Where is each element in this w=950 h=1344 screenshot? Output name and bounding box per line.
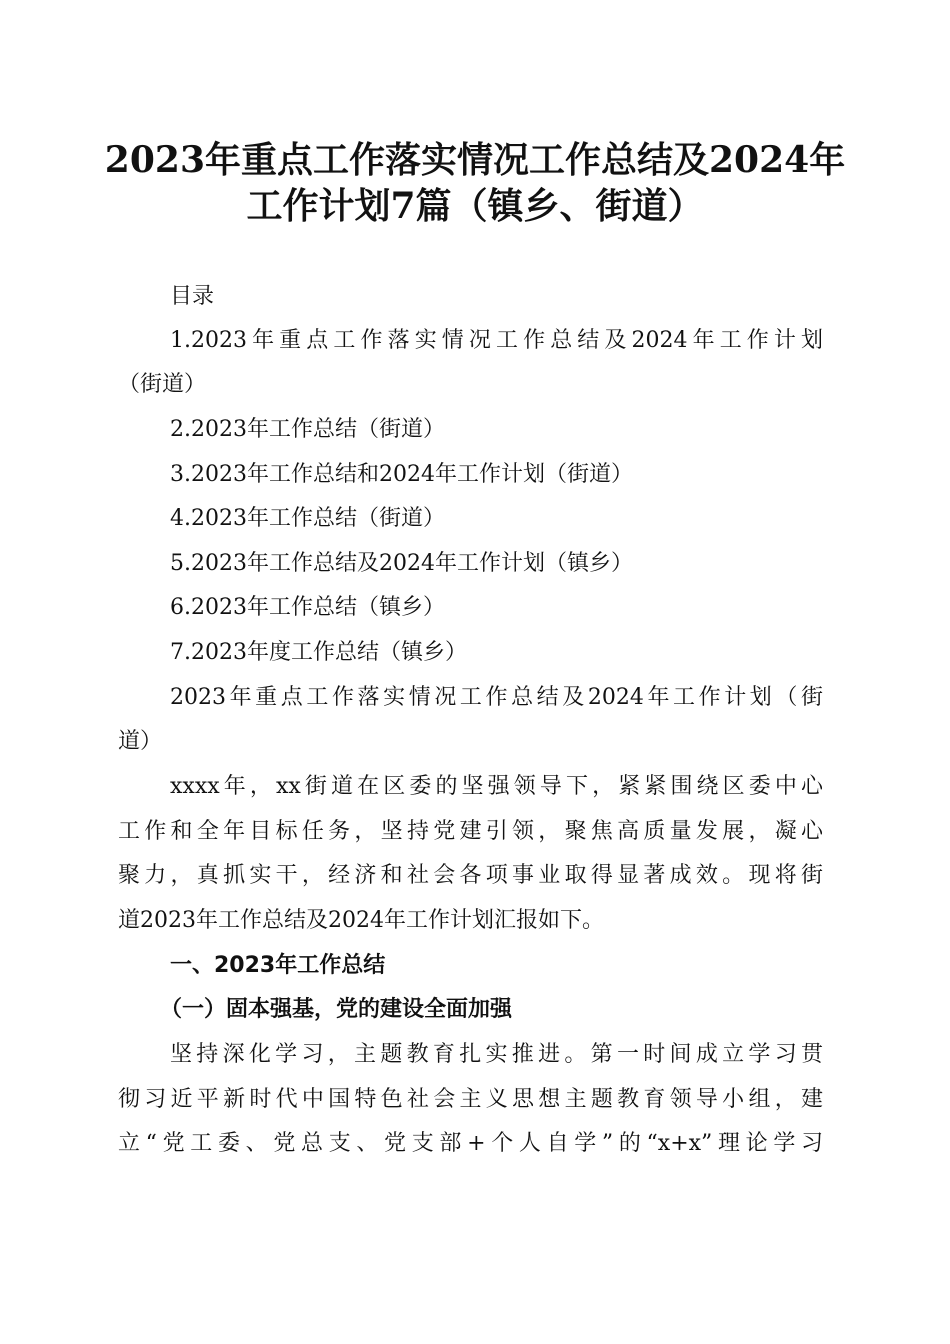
toc-item-1: 1.2023年重点工作落实情况工作总结及2024年工作计划	[170, 328, 823, 353]
toc-heading: 目录	[170, 284, 215, 309]
paragraph-line-3: 立“党工委、党总支、党支部+个人自学”的“x+x”理论学习	[118, 1131, 823, 1156]
intro-line-2: 工作和全年目标任务，坚持党建引领，聚焦高质量发展，凝心	[118, 819, 823, 844]
intro-line-1: xxxx年，xx街道在区委的坚强领导下，紧紧围绕区委中心	[170, 774, 823, 799]
toc-item-6: 6.2023年工作总结（镇乡）	[170, 595, 445, 620]
document-title-line-2: 工作计划7篇（镇乡、街道）	[246, 185, 704, 227]
document-title-line-1: 2023年重点工作落实情况工作总结及2024年	[104, 139, 846, 181]
toc-item-3: 3.2023年工作总结和2024年工作计划（街道）	[170, 462, 633, 487]
toc-item-4: 4.2023年工作总结（街道）	[170, 506, 445, 531]
toc-item-5: 5.2023年工作总结及2024年工作计划（镇乡）	[170, 551, 633, 576]
paragraph-line-1: 坚持深化学习，主题教育扎实推进。第一时间成立学习贯	[170, 1042, 823, 1067]
toc-item-1-continued: （街道）	[118, 372, 207, 397]
article-title-line-2: 道）	[118, 729, 163, 754]
toc-item-2: 2.2023年工作总结（街道）	[170, 417, 445, 442]
subsection-heading: （一）固本强基，党的建设全面加强	[160, 997, 513, 1022]
paragraph-line-2: 彻习近平新时代中国特色社会主义思想主题教育领导小组，建	[118, 1087, 823, 1112]
section-heading: 一、2023年工作总结	[170, 953, 386, 978]
toc-item-7: 7.2023年度工作总结（镇乡）	[170, 640, 467, 665]
intro-line-4: 道2023年工作总结及2024年工作计划汇报如下。	[118, 908, 604, 933]
article-title-line-1: 2023年重点工作落实情况工作总结及2024年工作计划（街	[170, 685, 823, 710]
intro-line-3: 聚力，真抓实干，经济和社会各项事业取得显著成效。现将街	[118, 863, 823, 888]
